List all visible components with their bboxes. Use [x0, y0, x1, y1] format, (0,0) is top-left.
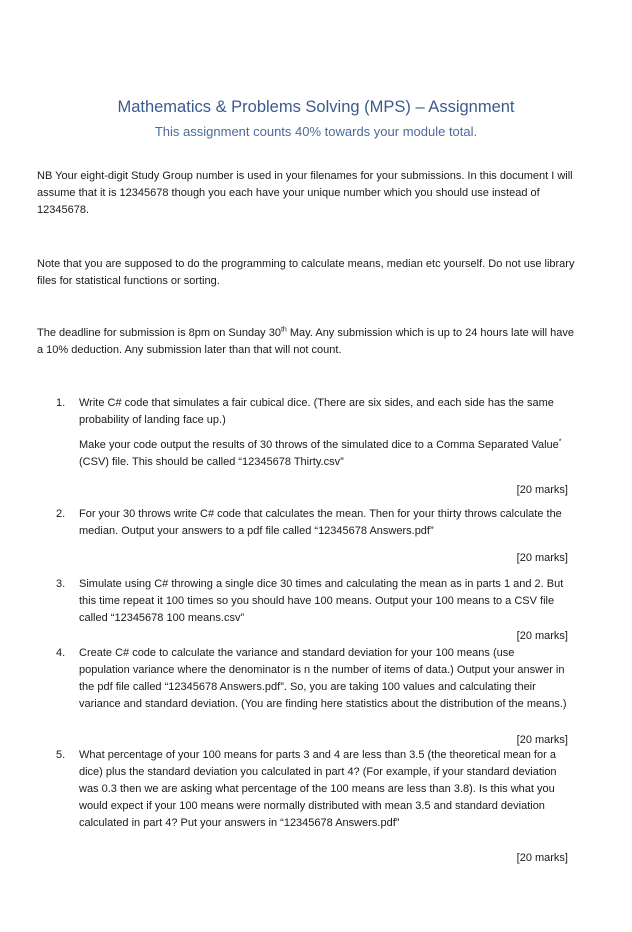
- csv-footnote-marker: *: [558, 438, 562, 446]
- question-text: Simulate using C# throwing a single dice 30 times and calculating the mean as in parts 1 and 2. But this time repeat it 100 times so you should have 100 means. Output your 100 means to a CSV file called “12345678 100 means.csv”: [79, 578, 564, 624]
- document-title: Mathematics & Problems Solving (MPS) – Assignment: [117, 98, 515, 116]
- question-number: 5.: [56, 749, 66, 761]
- intro-paragraph-deadline: [37, 325, 577, 359]
- question-text-csv: [79, 437, 568, 471]
- question-marks: [20 marks]: [516, 630, 568, 642]
- question-marks: [20 marks]: [516, 552, 568, 564]
- question-number: 3.: [56, 578, 66, 590]
- question-marks: [20 marks]: [516, 852, 568, 864]
- intro-paragraph-study-group: NB Your eight-digit Study Group number is used in your filenames for your submissions. In this document I will assume that it is 12345678 though you each have your unique number which you should use instead of 12345678.: [37, 170, 573, 216]
- deadline-text-start: The deadline for submission is 8pm on Sunday 30: [37, 327, 281, 339]
- document-subtitle: This assignment counts 40% towards your module total.: [154, 124, 478, 139]
- deadline-text-end: May. Any submission which is up to 24 hours late will have a 10% deduction. Any submission later than that will not count.: [37, 327, 574, 356]
- csv-text-end: (CSV) file. This should be called “12345678 Thirty.csv”: [79, 456, 344, 468]
- question-text: Write C# code that simulates a fair cubical dice. (There are six sides, and each side has the same probability of landing face up.): [79, 397, 554, 426]
- question-marks: [20 marks]: [516, 734, 568, 746]
- question-number: 4.: [56, 647, 66, 659]
- question-text: What percentage of your 100 means for parts 3 and 4 are less than 3.5 (the theoretical mean for a dice) plus the standard deviation you calculated in part 4? (For example, if your standard deviation was 0.3 then we are asking what percentage of the 100 means are less than 3.8). Is this what you would expect if your 100 means were normally distributed with mean 3.5 and standard deviation calculated in part 4? Put your answers in “12345678 Answers.pdf”: [79, 749, 557, 829]
- question-text: For your 30 throws write C# code that calculates the mean. Then for your thirty throws calculate the median. Output your answers to a pdf file called “12345678 Answers.pdf”: [79, 508, 562, 537]
- question-marks: [20 marks]: [516, 484, 568, 496]
- intro-paragraph-programming-note: Note that you are supposed to do the programming to calculate means, median etc yourself. Do not use library files for statistical functions or sorting.: [37, 258, 575, 287]
- question-number: 2.: [56, 508, 66, 520]
- csv-text-start: Make your code output the results of 30 throws of the simulated dice to a Comma Separated Value: [79, 439, 559, 451]
- question-number: 1.: [56, 397, 66, 409]
- question-text: Create C# code to calculate the variance and standard deviation for your 100 means (use population variance where the denominator is n the number of items of data.) Output your answer in the pdf file called “12345678 Answers.pdf”. So, you are taking 100 values and calculating their variance and standard deviation. (You are finding here statistics about the distribution of the means.): [79, 647, 567, 710]
- deadline-superscript: th: [280, 326, 287, 334]
